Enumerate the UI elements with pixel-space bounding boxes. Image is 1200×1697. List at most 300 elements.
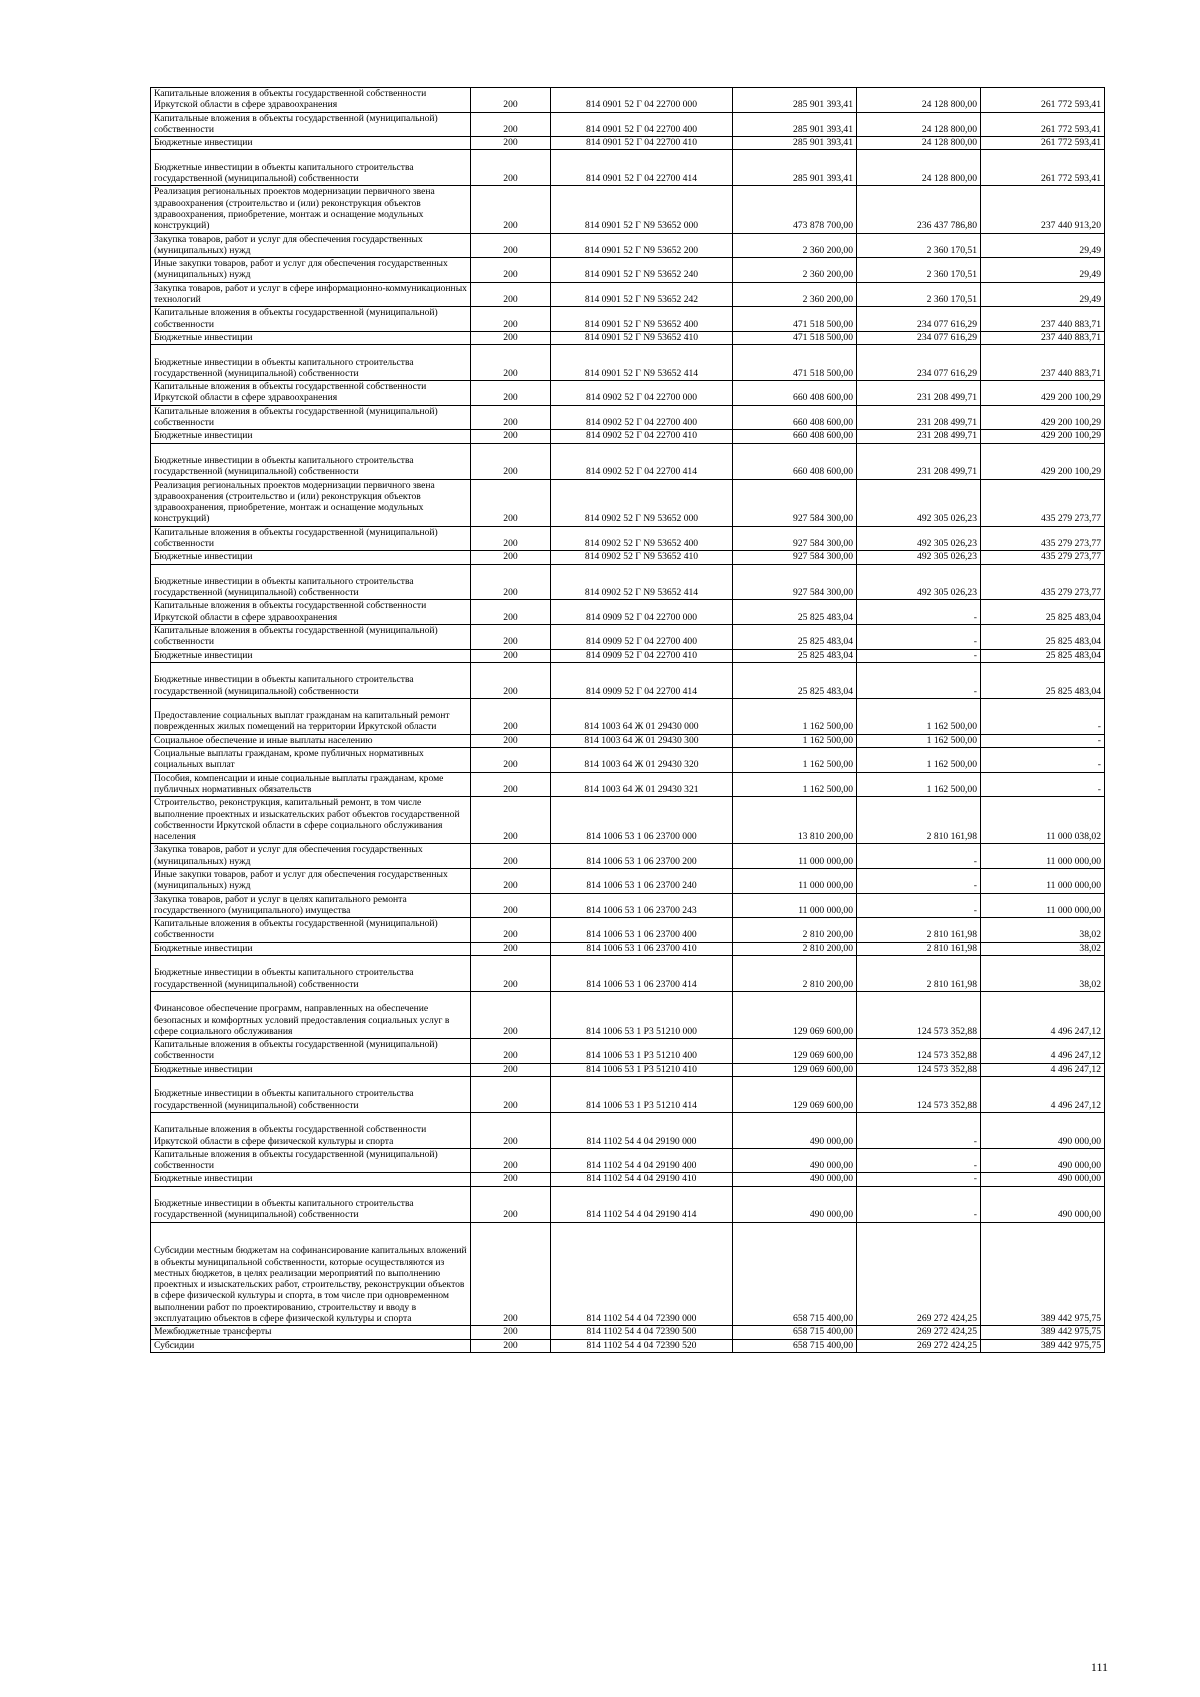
table-row — [151, 772, 1105, 797]
table-row — [151, 233, 1105, 258]
row-name-cell: Бюджетные инвестиции в объекты капитального строительства государственной (муниципальной) собственности — [151, 345, 471, 381]
row-code-200-cell: 200 — [471, 662, 551, 698]
row-amount-remaining-cell: 11 000 038,02 — [981, 797, 1105, 844]
row-amount-remaining-cell: 261 772 593,41 — [981, 137, 1105, 150]
table-row — [151, 844, 1105, 869]
row-amount-executed-cell: - — [857, 1112, 981, 1148]
table-row — [151, 526, 1105, 551]
row-classifier-code-cell: 814 1003 64 Ж 01 29430 000 — [551, 698, 733, 734]
row-amount-approved-cell: 2 810 200,00 — [733, 918, 857, 943]
row-code-200-cell: 200 — [471, 1063, 551, 1076]
row-amount-executed-cell: 2 810 161,98 — [857, 942, 981, 955]
row-amount-executed-cell: 24 128 800,00 — [857, 112, 981, 137]
row-amount-remaining-cell: 25 825 483,04 — [981, 662, 1105, 698]
row-amount-executed-cell: 234 077 616,29 — [857, 345, 981, 381]
row-classifier-code-cell: 814 0901 52 Г N9 53652 200 — [551, 233, 733, 258]
row-classifier-code-cell: 814 1003 64 Ж 01 29430 300 — [551, 734, 733, 747]
row-code-200-cell: 200 — [471, 233, 551, 258]
row-name-cell: Социальные выплаты гражданам, кроме публичных нормативных социальных выплат — [151, 748, 471, 773]
row-amount-remaining-cell: 490 000,00 — [981, 1173, 1105, 1186]
row-code-200-cell: 200 — [471, 1112, 551, 1148]
row-classifier-code-cell: 814 1006 53 1 06 23700 200 — [551, 844, 733, 869]
row-amount-approved-cell: 13 810 200,00 — [733, 797, 857, 844]
row-amount-approved-cell: 490 000,00 — [733, 1112, 857, 1148]
row-code-200-cell: 200 — [471, 991, 551, 1038]
row-amount-remaining-cell: 25 825 483,04 — [981, 600, 1105, 625]
row-amount-approved-cell: 658 715 400,00 — [733, 1326, 857, 1339]
row-amount-executed-cell: 2 360 170,51 — [857, 233, 981, 258]
row-code-200-cell: 200 — [471, 698, 551, 734]
row-amount-executed-cell: 1 162 500,00 — [857, 772, 981, 797]
row-amount-remaining-cell: 429 200 100,29 — [981, 443, 1105, 479]
table-row — [151, 893, 1105, 918]
row-amount-executed-cell: 2 360 170,51 — [857, 258, 981, 283]
row-amount-executed-cell: 1 162 500,00 — [857, 698, 981, 734]
row-name-cell: Капитальные вложения в объекты государственной (муниципальной) собственности — [151, 405, 471, 430]
table-row — [151, 625, 1105, 650]
row-amount-approved-cell: 658 715 400,00 — [733, 1222, 857, 1326]
row-classifier-code-cell: 814 0902 52 Г N9 53652 410 — [551, 551, 733, 564]
row-classifier-code-cell: 814 0909 52 Г 04 22700 410 — [551, 649, 733, 662]
row-name-cell: Капитальные вложения в объекты государственной (муниципальной) собственности — [151, 526, 471, 551]
row-name-cell: Иные закупки товаров, работ и услуг для обеспечения государственных (муниципальных) нужд — [151, 258, 471, 283]
row-amount-executed-cell: 124 573 352,88 — [857, 1077, 981, 1113]
row-amount-executed-cell: 2 360 170,51 — [857, 282, 981, 307]
row-amount-approved-cell: 927 584 300,00 — [733, 564, 857, 600]
row-amount-remaining-cell: - — [981, 748, 1105, 773]
table-row — [151, 430, 1105, 443]
row-name-cell: Социальное обеспечение и иные выплаты населению — [151, 734, 471, 747]
row-amount-remaining-cell: 25 825 483,04 — [981, 625, 1105, 650]
row-amount-approved-cell: 285 901 393,41 — [733, 137, 857, 150]
row-amount-remaining-cell: 261 772 593,41 — [981, 88, 1105, 113]
row-amount-approved-cell: 660 408 600,00 — [733, 430, 857, 443]
row-classifier-code-cell: 814 1003 64 Ж 01 29430 321 — [551, 772, 733, 797]
row-classifier-code-cell: 814 0901 52 Г 04 22700 000 — [551, 88, 733, 113]
row-name-cell: Капитальные вложения в объекты государственной (муниципальной) собственности — [151, 1148, 471, 1173]
budget-execution-table — [150, 87, 1105, 1353]
row-amount-executed-cell: 269 272 424,25 — [857, 1222, 981, 1326]
row-classifier-code-cell: 814 1006 53 1 P3 51210 414 — [551, 1077, 733, 1113]
row-code-200-cell: 200 — [471, 307, 551, 332]
row-amount-remaining-cell: 429 200 100,29 — [981, 405, 1105, 430]
row-name-cell: Бюджетные инвестиции в объекты капитального строительства государственной (муниципальной) собственности — [151, 1186, 471, 1222]
row-code-200-cell: 200 — [471, 844, 551, 869]
row-classifier-code-cell: 814 0901 52 Г N9 53652 410 — [551, 331, 733, 344]
row-name-cell: Бюджетные инвестиции — [151, 1063, 471, 1076]
row-name-cell: Капитальные вложения в объекты государственной (муниципальной) собственности — [151, 918, 471, 943]
row-code-200-cell: 200 — [471, 893, 551, 918]
row-amount-approved-cell: 25 825 483,04 — [733, 649, 857, 662]
row-name-cell: Бюджетные инвестиции — [151, 430, 471, 443]
row-classifier-code-cell: 814 1006 53 1 06 23700 410 — [551, 942, 733, 955]
table-row — [151, 307, 1105, 332]
table-row — [151, 381, 1105, 406]
row-name-cell: Бюджетные инвестиции в объекты капитального строительства государственной (муниципальной) собственности — [151, 564, 471, 600]
row-amount-approved-cell: 285 901 393,41 — [733, 112, 857, 137]
row-amount-executed-cell: 234 077 616,29 — [857, 307, 981, 332]
row-classifier-code-cell: 814 0901 52 Г N9 53652 240 — [551, 258, 733, 283]
row-amount-executed-cell: 24 128 800,00 — [857, 150, 981, 186]
row-code-200-cell: 200 — [471, 772, 551, 797]
row-classifier-code-cell: 814 0902 52 Г N9 53652 400 — [551, 526, 733, 551]
row-amount-approved-cell: 129 069 600,00 — [733, 1063, 857, 1076]
row-amount-executed-cell: 234 077 616,29 — [857, 331, 981, 344]
table-row — [151, 345, 1105, 381]
row-classifier-code-cell: 814 0909 52 Г 04 22700 414 — [551, 662, 733, 698]
row-amount-remaining-cell: 435 279 273,77 — [981, 526, 1105, 551]
row-code-200-cell: 200 — [471, 869, 551, 894]
row-amount-executed-cell: 2 810 161,98 — [857, 956, 981, 992]
row-amount-remaining-cell: 389 442 975,75 — [981, 1222, 1105, 1326]
row-code-200-cell: 200 — [471, 1148, 551, 1173]
row-amount-executed-cell: - — [857, 600, 981, 625]
row-name-cell: Капитальные вложения в объекты государственной собственности Иркутской области в сфере здравоохранения — [151, 381, 471, 406]
row-amount-approved-cell: 660 408 600,00 — [733, 443, 857, 479]
table-row — [151, 1339, 1105, 1352]
row-amount-executed-cell: 124 573 352,88 — [857, 991, 981, 1038]
row-amount-remaining-cell: 11 000 000,00 — [981, 844, 1105, 869]
row-classifier-code-cell: 814 0902 52 Г 04 22700 000 — [551, 381, 733, 406]
table-row — [151, 662, 1105, 698]
row-name-cell: Закупка товаров, работ и услуг для обеспечения государственных (муниципальных) нужд — [151, 844, 471, 869]
row-classifier-code-cell: 814 1006 53 1 06 23700 240 — [551, 869, 733, 894]
table-row — [151, 112, 1105, 137]
table-row — [151, 1326, 1105, 1339]
row-amount-remaining-cell: 11 000 000,00 — [981, 893, 1105, 918]
row-amount-executed-cell: - — [857, 869, 981, 894]
row-classifier-code-cell: 814 1006 53 1 06 23700 243 — [551, 893, 733, 918]
row-name-cell: Бюджетные инвестиции — [151, 551, 471, 564]
table-row — [151, 186, 1105, 233]
row-name-cell: Бюджетные инвестиции в объекты капитального строительства государственной (муниципальной) собственности — [151, 956, 471, 992]
table-row — [151, 258, 1105, 283]
table-row — [151, 1173, 1105, 1186]
row-amount-remaining-cell: 29,49 — [981, 258, 1105, 283]
row-amount-executed-cell: 231 208 499,71 — [857, 443, 981, 479]
row-amount-remaining-cell: 429 200 100,29 — [981, 430, 1105, 443]
row-code-200-cell: 200 — [471, 1222, 551, 1326]
table-row — [151, 88, 1105, 113]
row-amount-executed-cell: - — [857, 1173, 981, 1186]
row-amount-approved-cell: 658 715 400,00 — [733, 1339, 857, 1352]
row-code-200-cell: 200 — [471, 479, 551, 526]
table-row — [151, 479, 1105, 526]
row-code-200-cell: 200 — [471, 918, 551, 943]
row-code-200-cell: 200 — [471, 1186, 551, 1222]
table-row — [151, 797, 1105, 844]
row-amount-remaining-cell: 389 442 975,75 — [981, 1326, 1105, 1339]
row-amount-remaining-cell: 237 440 883,71 — [981, 331, 1105, 344]
row-amount-executed-cell: 236 437 786,80 — [857, 186, 981, 233]
row-amount-remaining-cell: 38,02 — [981, 956, 1105, 992]
table-row — [151, 734, 1105, 747]
row-name-cell: Межбюджетные трансферты — [151, 1326, 471, 1339]
row-amount-executed-cell: 231 208 499,71 — [857, 430, 981, 443]
row-amount-approved-cell: 1 162 500,00 — [733, 748, 857, 773]
row-amount-remaining-cell: 490 000,00 — [981, 1148, 1105, 1173]
row-amount-remaining-cell: 29,49 — [981, 233, 1105, 258]
row-classifier-code-cell: 814 1006 53 1 06 23700 000 — [551, 797, 733, 844]
row-name-cell: Бюджетные инвестиции в объекты капитального строительства государственной (муниципальной) собственности — [151, 150, 471, 186]
row-classifier-code-cell: 814 1006 53 1 P3 51210 410 — [551, 1063, 733, 1076]
table-row — [151, 869, 1105, 894]
row-code-200-cell: 200 — [471, 112, 551, 137]
table-row — [151, 331, 1105, 344]
row-amount-remaining-cell: 11 000 000,00 — [981, 869, 1105, 894]
row-amount-remaining-cell: 490 000,00 — [981, 1112, 1105, 1148]
row-amount-remaining-cell: 490 000,00 — [981, 1186, 1105, 1222]
row-name-cell: Капитальные вложения в объекты государственной (муниципальной) собственности — [151, 112, 471, 137]
row-code-200-cell: 200 — [471, 1339, 551, 1352]
row-classifier-code-cell: 814 1006 53 1 P3 51210 000 — [551, 991, 733, 1038]
row-code-200-cell: 200 — [471, 186, 551, 233]
row-amount-executed-cell: 1 162 500,00 — [857, 748, 981, 773]
row-amount-executed-cell: - — [857, 625, 981, 650]
row-amount-executed-cell: - — [857, 1148, 981, 1173]
row-amount-remaining-cell: - — [981, 734, 1105, 747]
row-name-cell: Капитальные вложения в объекты государственной (муниципальной) собственности — [151, 1039, 471, 1064]
row-code-200-cell: 200 — [471, 956, 551, 992]
row-code-200-cell: 200 — [471, 564, 551, 600]
row-classifier-code-cell: 814 0902 52 Г 04 22700 414 — [551, 443, 733, 479]
row-code-200-cell: 200 — [471, 1077, 551, 1113]
row-amount-remaining-cell: 435 279 273,77 — [981, 564, 1105, 600]
row-amount-remaining-cell: - — [981, 698, 1105, 734]
table-body — [151, 88, 1105, 1353]
table-row — [151, 698, 1105, 734]
row-name-cell: Закупка товаров, работ и услуг в целях капитального ремонта государственного (муниципального) имущества — [151, 893, 471, 918]
row-amount-remaining-cell: 435 279 273,77 — [981, 479, 1105, 526]
row-name-cell: Пособия, компенсации и иные социальные выплаты гражданам, кроме публичных нормативных обязательств — [151, 772, 471, 797]
row-amount-executed-cell: 124 573 352,88 — [857, 1039, 981, 1064]
row-name-cell: Капитальные вложения в объекты государственной (муниципальной) собственности — [151, 625, 471, 650]
row-amount-approved-cell: 1 162 500,00 — [733, 734, 857, 747]
row-amount-approved-cell: 129 069 600,00 — [733, 991, 857, 1038]
row-amount-executed-cell: 24 128 800,00 — [857, 88, 981, 113]
table-row — [151, 991, 1105, 1038]
table-row — [151, 1222, 1105, 1326]
row-code-200-cell: 200 — [471, 797, 551, 844]
row-name-cell: Бюджетные инвестиции в объекты капитального строительства государственной (муниципальной) собственности — [151, 443, 471, 479]
row-amount-approved-cell: 490 000,00 — [733, 1148, 857, 1173]
row-amount-approved-cell: 2 360 200,00 — [733, 282, 857, 307]
row-classifier-code-cell: 814 0901 52 Г N9 53652 000 — [551, 186, 733, 233]
row-amount-executed-cell: 269 272 424,25 — [857, 1326, 981, 1339]
row-amount-approved-cell: 471 518 500,00 — [733, 345, 857, 381]
row-name-cell: Закупка товаров, работ и услуг для обеспечения государственных (муниципальных) нужд — [151, 233, 471, 258]
row-classifier-code-cell: 814 0901 52 Г N9 53652 414 — [551, 345, 733, 381]
row-code-200-cell: 200 — [471, 88, 551, 113]
row-amount-approved-cell: 660 408 600,00 — [733, 381, 857, 406]
row-code-200-cell: 200 — [471, 137, 551, 150]
row-name-cell: Иные закупки товаров, работ и услуг для обеспечения государственных (муниципальных) нужд — [151, 869, 471, 894]
row-code-200-cell: 200 — [471, 331, 551, 344]
row-code-200-cell: 200 — [471, 600, 551, 625]
row-amount-executed-cell: 2 810 161,98 — [857, 797, 981, 844]
row-code-200-cell: 200 — [471, 282, 551, 307]
table-row — [151, 282, 1105, 307]
row-name-cell: Бюджетные инвестиции — [151, 649, 471, 662]
row-amount-remaining-cell: 389 442 975,75 — [981, 1339, 1105, 1352]
row-amount-approved-cell: 2 810 200,00 — [733, 942, 857, 955]
row-amount-approved-cell: 927 584 300,00 — [733, 526, 857, 551]
row-amount-approved-cell: 285 901 393,41 — [733, 150, 857, 186]
row-amount-executed-cell: 492 305 026,23 — [857, 479, 981, 526]
table-row — [151, 1077, 1105, 1113]
row-code-200-cell: 200 — [471, 625, 551, 650]
row-amount-executed-cell: - — [857, 844, 981, 869]
table-row — [151, 564, 1105, 600]
row-amount-approved-cell: 25 825 483,04 — [733, 625, 857, 650]
row-classifier-code-cell: 814 1102 54 4 04 29190 400 — [551, 1148, 733, 1173]
row-code-200-cell: 200 — [471, 430, 551, 443]
row-amount-remaining-cell: 4 496 247,12 — [981, 991, 1105, 1038]
row-name-cell: Бюджетные инвестиции — [151, 137, 471, 150]
row-classifier-code-cell: 814 1006 53 1 06 23700 414 — [551, 956, 733, 992]
row-amount-approved-cell: 2 360 200,00 — [733, 258, 857, 283]
row-code-200-cell: 200 — [471, 1173, 551, 1186]
row-amount-executed-cell: 231 208 499,71 — [857, 381, 981, 406]
row-amount-executed-cell: 492 305 026,23 — [857, 564, 981, 600]
row-classifier-code-cell: 814 0901 52 Г N9 53652 242 — [551, 282, 733, 307]
row-amount-executed-cell: 269 272 424,25 — [857, 1339, 981, 1352]
table-row — [151, 137, 1105, 150]
row-amount-executed-cell: 1 162 500,00 — [857, 734, 981, 747]
row-amount-approved-cell: 927 584 300,00 — [733, 479, 857, 526]
row-amount-approved-cell: 490 000,00 — [733, 1186, 857, 1222]
row-code-200-cell: 200 — [471, 526, 551, 551]
row-classifier-code-cell: 814 1102 54 4 04 29190 414 — [551, 1186, 733, 1222]
row-name-cell: Субсидии — [151, 1339, 471, 1352]
row-amount-executed-cell: 492 305 026,23 — [857, 526, 981, 551]
row-classifier-code-cell: 814 1102 54 4 04 72390 520 — [551, 1339, 733, 1352]
table-row — [151, 649, 1105, 662]
row-classifier-code-cell: 814 1003 64 Ж 01 29430 320 — [551, 748, 733, 773]
row-classifier-code-cell: 814 0901 52 Г 04 22700 400 — [551, 112, 733, 137]
row-amount-remaining-cell: 4 496 247,12 — [981, 1039, 1105, 1064]
row-code-200-cell: 200 — [471, 734, 551, 747]
row-classifier-code-cell: 814 0902 52 Г 04 22700 400 — [551, 405, 733, 430]
row-amount-approved-cell: 927 584 300,00 — [733, 551, 857, 564]
row-classifier-code-cell: 814 0901 52 Г N9 53652 400 — [551, 307, 733, 332]
row-code-200-cell: 200 — [471, 1039, 551, 1064]
row-name-cell: Реализация региональных проектов модернизации первичного звена здравоохранения (строительство и (или) реконструкция объектов здравоохранения, приобретение, монтаж и оснащение модульных конструкций) — [151, 186, 471, 233]
row-code-200-cell: 200 — [471, 405, 551, 430]
row-classifier-code-cell: 814 1102 54 4 04 72390 500 — [551, 1326, 733, 1339]
page-number: 111 — [1090, 1660, 1108, 1674]
row-name-cell: Предоставление социальных выплат гражданам на капитальный ремонт поврежденных жилых помещений на территории Иркутской области — [151, 698, 471, 734]
row-classifier-code-cell: 814 0909 52 Г 04 22700 000 — [551, 600, 733, 625]
row-classifier-code-cell: 814 0909 52 Г 04 22700 400 — [551, 625, 733, 650]
table-row — [151, 150, 1105, 186]
row-amount-executed-cell: 2 810 161,98 — [857, 918, 981, 943]
row-amount-executed-cell: 492 305 026,23 — [857, 551, 981, 564]
row-amount-approved-cell: 2 360 200,00 — [733, 233, 857, 258]
row-amount-approved-cell: 11 000 000,00 — [733, 893, 857, 918]
row-classifier-code-cell: 814 0901 52 Г 04 22700 414 — [551, 150, 733, 186]
row-classifier-code-cell: 814 0902 52 Г N9 53652 000 — [551, 479, 733, 526]
row-code-200-cell: 200 — [471, 443, 551, 479]
row-code-200-cell: 200 — [471, 649, 551, 662]
row-amount-remaining-cell: 38,02 — [981, 942, 1105, 955]
row-amount-approved-cell: 1 162 500,00 — [733, 698, 857, 734]
row-amount-approved-cell: 285 901 393,41 — [733, 88, 857, 113]
table-row — [151, 600, 1105, 625]
table-row — [151, 551, 1105, 564]
row-amount-approved-cell: 1 162 500,00 — [733, 772, 857, 797]
row-amount-remaining-cell: - — [981, 772, 1105, 797]
row-name-cell: Капитальные вложения в объекты государственной собственности Иркутской области в сфере физической культуры и спорта — [151, 1112, 471, 1148]
table-row — [151, 1112, 1105, 1148]
table-row — [151, 918, 1105, 943]
row-classifier-code-cell: 814 1006 53 1 P3 51210 400 — [551, 1039, 733, 1064]
row-amount-approved-cell: 490 000,00 — [733, 1173, 857, 1186]
row-amount-executed-cell: - — [857, 662, 981, 698]
table-row — [151, 748, 1105, 773]
table-row — [151, 405, 1105, 430]
row-code-200-cell: 200 — [471, 942, 551, 955]
row-name-cell: Бюджетные инвестиции в объекты капитального строительства государственной (муниципальной) собственности — [151, 1077, 471, 1113]
row-amount-executed-cell: 231 208 499,71 — [857, 405, 981, 430]
row-name-cell: Бюджетные инвестиции — [151, 1173, 471, 1186]
row-amount-remaining-cell: 237 440 883,71 — [981, 345, 1105, 381]
row-code-200-cell: 200 — [471, 1326, 551, 1339]
row-classifier-code-cell: 814 1102 54 4 04 29190 000 — [551, 1112, 733, 1148]
row-classifier-code-cell: 814 1006 53 1 06 23700 400 — [551, 918, 733, 943]
table-row — [151, 942, 1105, 955]
row-code-200-cell: 200 — [471, 258, 551, 283]
row-amount-remaining-cell: 237 440 913,20 — [981, 186, 1105, 233]
row-amount-remaining-cell: 4 496 247,12 — [981, 1063, 1105, 1076]
row-amount-approved-cell: 129 069 600,00 — [733, 1039, 857, 1064]
row-classifier-code-cell: 814 0901 52 Г 04 22700 410 — [551, 137, 733, 150]
row-code-200-cell: 200 — [471, 381, 551, 406]
row-amount-remaining-cell: 237 440 883,71 — [981, 307, 1105, 332]
row-amount-executed-cell: - — [857, 893, 981, 918]
row-amount-approved-cell: 660 408 600,00 — [733, 405, 857, 430]
row-code-200-cell: 200 — [471, 150, 551, 186]
row-classifier-code-cell: 814 0902 52 Г N9 53652 414 — [551, 564, 733, 600]
table-row — [151, 1039, 1105, 1064]
row-amount-executed-cell: 24 128 800,00 — [857, 137, 981, 150]
row-code-200-cell: 200 — [471, 748, 551, 773]
row-name-cell: Бюджетные инвестиции — [151, 331, 471, 344]
row-code-200-cell: 200 — [471, 551, 551, 564]
row-amount-remaining-cell: 29,49 — [981, 282, 1105, 307]
table-row — [151, 956, 1105, 992]
row-name-cell: Субсидии местным бюджетам на софинансирование капитальных вложений в объекты муниципальной собственности, которые осуществляются из местных бюджетов, в целях реализации мероприятий по выполнению проектных и изыскательских работ, строительству, реконструкции объектов в сфере физической культуры и спорта, в том числе при одновременном выполнении работ по проектированию, строительству и вводу в эксплуатацию объектов в сфере физической культуры и спорта — [151, 1222, 471, 1326]
row-amount-executed-cell: - — [857, 649, 981, 662]
row-amount-approved-cell: 2 810 200,00 — [733, 956, 857, 992]
row-name-cell: Закупка товаров, работ и услуг в сфере информационно-коммуникационных технологий — [151, 282, 471, 307]
row-name-cell: Бюджетные инвестиции — [151, 942, 471, 955]
table-row — [151, 443, 1105, 479]
row-amount-remaining-cell: 38,02 — [981, 918, 1105, 943]
row-amount-approved-cell: 473 878 700,00 — [733, 186, 857, 233]
row-amount-approved-cell: 11 000 000,00 — [733, 869, 857, 894]
row-name-cell: Реализация региональных проектов модернизации первичного звена здравоохранения (строительство и (или) реконструкция объектов здравоохранения, приобретение, монтаж и оснащение модульных конструкций) — [151, 479, 471, 526]
table-row — [151, 1186, 1105, 1222]
table-row — [151, 1063, 1105, 1076]
row-amount-approved-cell: 25 825 483,04 — [733, 600, 857, 625]
row-amount-executed-cell: 124 573 352,88 — [857, 1063, 981, 1076]
row-amount-approved-cell: 471 518 500,00 — [733, 331, 857, 344]
row-amount-approved-cell: 129 069 600,00 — [733, 1077, 857, 1113]
row-name-cell: Капитальные вложения в объекты государственной (муниципальной) собственности — [151, 307, 471, 332]
row-classifier-code-cell: 814 1102 54 4 04 72390 000 — [551, 1222, 733, 1326]
row-amount-approved-cell: 25 825 483,04 — [733, 662, 857, 698]
